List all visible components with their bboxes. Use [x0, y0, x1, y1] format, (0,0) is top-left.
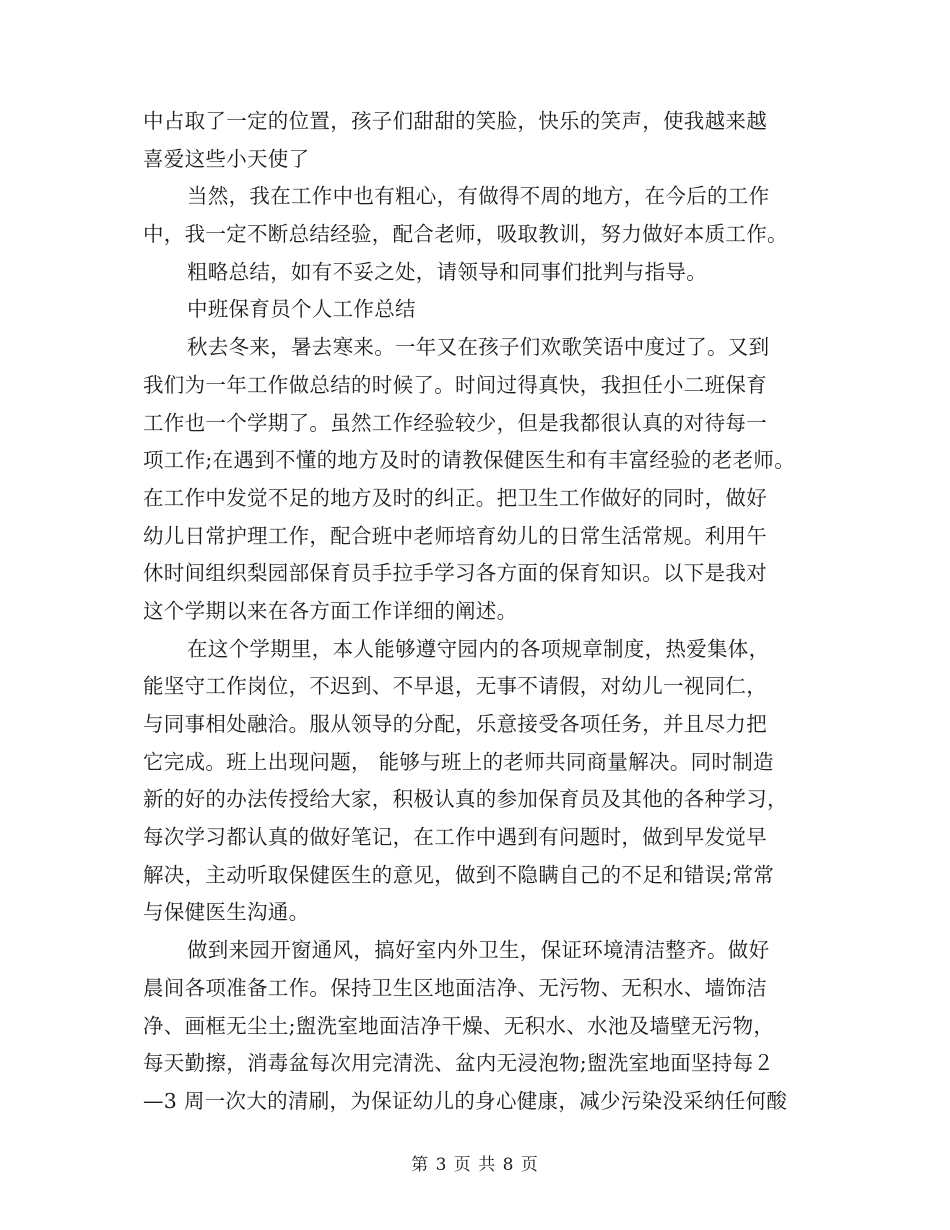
text-line: 粗略总结，如有不妥之处，请领导和同事们批判与指导。 — [187, 259, 707, 284]
text-line: 喜爱这些小天使了 — [143, 146, 310, 171]
text-line: 中班保育员个人工作总结 — [187, 297, 416, 322]
text-line: 休时间组织梨园部保育员手拉手学习各方面的保育知识。以下是我对 — [143, 561, 767, 586]
text-line: 幼儿日常护理工作，配合班中老师培育幼儿的日常生活常规。利用午 — [143, 523, 767, 548]
text-line: 工作也一个学期了。虽然工作经验较少，但是我都很认真的对待每一 — [143, 410, 767, 435]
text-line: 每次学习都认真的做好笔记，在工作中遇到有问题时，做到早发觉早 — [143, 825, 767, 850]
text-line: 与保健医生沟通。 — [143, 900, 310, 925]
page-number-footer: 第 3 页 共 8 页 — [411, 1155, 539, 1175]
text-line: 这个学期以来在各方面工作详细的阐述。 — [143, 598, 518, 623]
text-line: 新的好的办法传授给大家，积极认真的参加保育员及其他的各种学习， — [143, 787, 788, 812]
text-line: 项工作;在遇到不懂的地方及时的请教保健医生和有丰富经验的老老师。 — [143, 448, 796, 473]
text-line: 做到来园开窗通风，搞好室内外卫生，保证环境清洁整齐。做好 — [187, 938, 770, 963]
text-line: 当然，我在工作中也有粗心，有做得不周的地方，在今后的工作 — [187, 184, 770, 209]
text-line: 解决，主动听取保健医生的意见，做到不隐瞒自己的不足和错误;常常 — [143, 862, 775, 887]
text-line: 中占取了一定的位置，孩子们甜甜的笑脸，快乐的笑声，使我越来越 — [143, 109, 767, 133]
text-line: 与同事相处融洽。服从领导的分配，乐意接受各项任务，并且尽力把 — [143, 712, 767, 736]
text-line: 我们为一年工作做总结的时候了。时间过得真快，我担任小二班保育 — [143, 372, 767, 397]
text-line: 它完成。班上出现问题， 能够与班上的老师共同商量解决。同时制造 — [143, 749, 774, 774]
text-line: 每天勤擦，消毒盆每次用完清洗、盆内无浸泡物;盥洗室地面坚持每２ — [143, 1051, 775, 1076]
text-line: —3 周一次大的清刷，为保证幼儿的身心健康，减少污染没采纳任何酸 — [143, 1088, 788, 1113]
text-line: 中，我一定不断总结经验，配合老师，吸取教训，努力做好本质工作。 — [143, 222, 788, 247]
document-body — [143, 103, 823, 1121]
text-line: 能坚守工作岗位，不迟到、不早退，无事不请假，对幼儿一视同仁， — [143, 674, 767, 699]
text-line: 晨间各项准备工作。保持卫生区地面洁净、无污物、无积水、墙饰洁 — [143, 975, 767, 1000]
text-line: 在这个学期里，本人能够遵守园内的各项规章制度，热爱集体， — [187, 636, 770, 661]
text-line: 秋去冬来，暑去寒来。一年又在孩子们欢歌笑语中度过了。又到 — [187, 335, 770, 360]
text-line: 净、画框无尘土;盥洗室地面洁净干燥、无积水、水池及墙壁无污物， — [143, 1013, 775, 1038]
text-line: 在工作中发觉不足的地方及时的纠正。把卫生工作做好的同时，做好 — [143, 485, 767, 510]
